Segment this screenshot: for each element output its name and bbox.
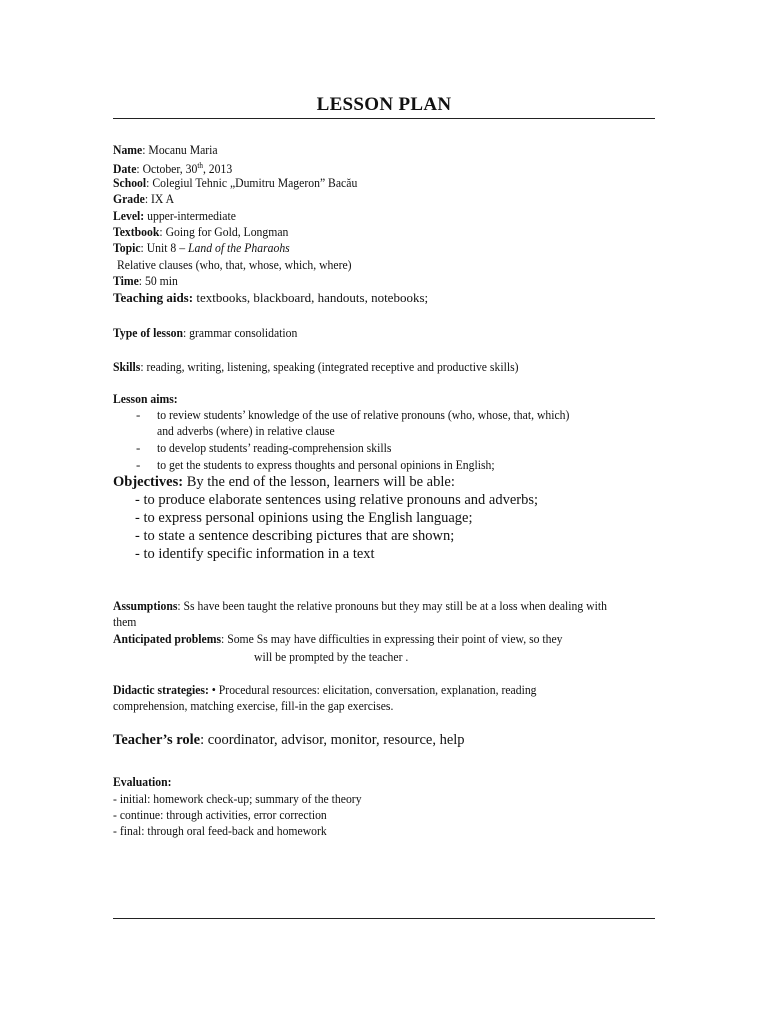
topic-line-2: Relative clauses (who, that, whose, which, where) (117, 257, 352, 272)
grade-value: : IX A (144, 191, 175, 206)
aim-item: to develop students’ reading-comprehension skills (157, 440, 392, 455)
school-line (113, 175, 357, 191)
skills-label: Skills (113, 359, 141, 374)
teaching-aids-label: Teaching aids: (113, 290, 194, 305)
didactic-strategies-label: Didactic strategies: (113, 682, 209, 697)
teachers-role-label: Teacher’s role (113, 732, 201, 748)
assumptions-line (113, 598, 607, 614)
evaluation-item: - initial: homework check-up; summary of the theory (113, 791, 362, 806)
level-line (113, 208, 236, 224)
assumptions-label: Assumptions (113, 598, 178, 613)
grade-label: Grade (113, 191, 145, 206)
date-label: Date (113, 161, 137, 176)
school-value: : Colegiul Tehnic „Dumitru Mageron” Bacău (146, 175, 358, 190)
objectives-line (113, 474, 455, 490)
teaching-aids-value: textbooks, blackboard, handouts, notebooks; (193, 290, 429, 305)
objectives-intro: By the end of the lesson, learners will be able: (183, 474, 455, 490)
didactic-strategies-line (113, 682, 537, 698)
aim-item: to review students’ knowledge of the use of relative pronouns (who, whose, that, which) (157, 407, 570, 422)
time-label: Time (113, 273, 139, 288)
topic-title: Land of the Pharaohs (187, 240, 290, 255)
evaluation-label: Evaluation: (113, 774, 172, 789)
aim-bullet: - (136, 407, 141, 422)
didactic-strategies-line-2: comprehension, matching exercise, fill-in the gap exercises. (113, 698, 394, 713)
date-year: , 2013 (202, 161, 233, 176)
anticipated-problems-label: Anticipated problems (113, 631, 222, 646)
aim-item-continued: and adverbs (where) in relative clause (157, 423, 335, 438)
name-line (113, 142, 218, 158)
level-value: upper-intermediate (144, 208, 236, 223)
time-line (113, 273, 178, 289)
topic-label: Topic (113, 240, 141, 255)
aim-bullet: - (136, 457, 141, 472)
textbook-value: : Going for Gold, Longman (159, 224, 289, 239)
evaluation-item: - continue: through activities, error correction (113, 807, 327, 822)
objective-item: - to produce elaborate sentences using relative pronouns and adverbs; (135, 492, 539, 508)
type-of-lesson-line (113, 325, 297, 341)
aim-bullet: - (136, 440, 141, 455)
anticipated-problems-value: : Some Ss may have difficulties in expressing their point of view, so they (221, 631, 563, 646)
topic-line (113, 240, 290, 256)
skills-value: : reading, writing, listening, speaking (integrated receptive and productive skills) (140, 359, 519, 374)
skills-line (113, 359, 519, 375)
assumptions-line-2: them (113, 614, 137, 629)
title-underline (113, 118, 655, 119)
textbook-label: Textbook (113, 224, 160, 239)
objective-item: - to identify specific information in a text (135, 546, 375, 562)
type-of-lesson-label: Type of lesson (113, 325, 183, 340)
grade-line (113, 191, 174, 207)
teachers-role-value: : coordinator, advisor, monitor, resource, help (200, 732, 465, 748)
assumptions-value: : Ss have been taught the relative pronouns but they may still be at a loss when dealing with (177, 598, 607, 613)
objectives-label: Objectives: (113, 474, 184, 490)
type-of-lesson-value: : grammar consolidation (182, 325, 298, 340)
topic-value: : Unit 8 – (140, 240, 188, 255)
school-label: School (113, 175, 147, 190)
anticipated-problems-line-2: will be prompted by the teacher . (254, 649, 409, 664)
footer-rule (113, 918, 655, 919)
aim-item: to get the students to express thoughts and personal opinions in English; (157, 457, 495, 472)
date-superscript: th (197, 161, 203, 170)
objective-item: - to express personal opinions using the English language; (135, 510, 473, 526)
teachers-role-line (113, 732, 465, 748)
lesson-aims-label: Lesson aims: (113, 391, 178, 406)
textbook-line (113, 224, 288, 240)
time-value: : 50 min (138, 273, 178, 288)
evaluation-item: - final: through oral feed-back and homework (113, 823, 327, 838)
objective-item: - to state a sentence describing pictures that are shown; (135, 528, 455, 544)
teaching-aids-line (113, 290, 428, 306)
anticipated-problems-line (113, 631, 563, 647)
name-value: : Mocanu Maria (142, 142, 218, 157)
level-label: Level: (113, 208, 145, 223)
name-label: Name (113, 142, 143, 157)
date-value: : October, 30 (136, 161, 198, 176)
page-title: LESSON PLAN (316, 94, 452, 115)
didactic-strategies-value: • Procedural resources: elicitation, conversation, explanation, reading (208, 682, 537, 697)
